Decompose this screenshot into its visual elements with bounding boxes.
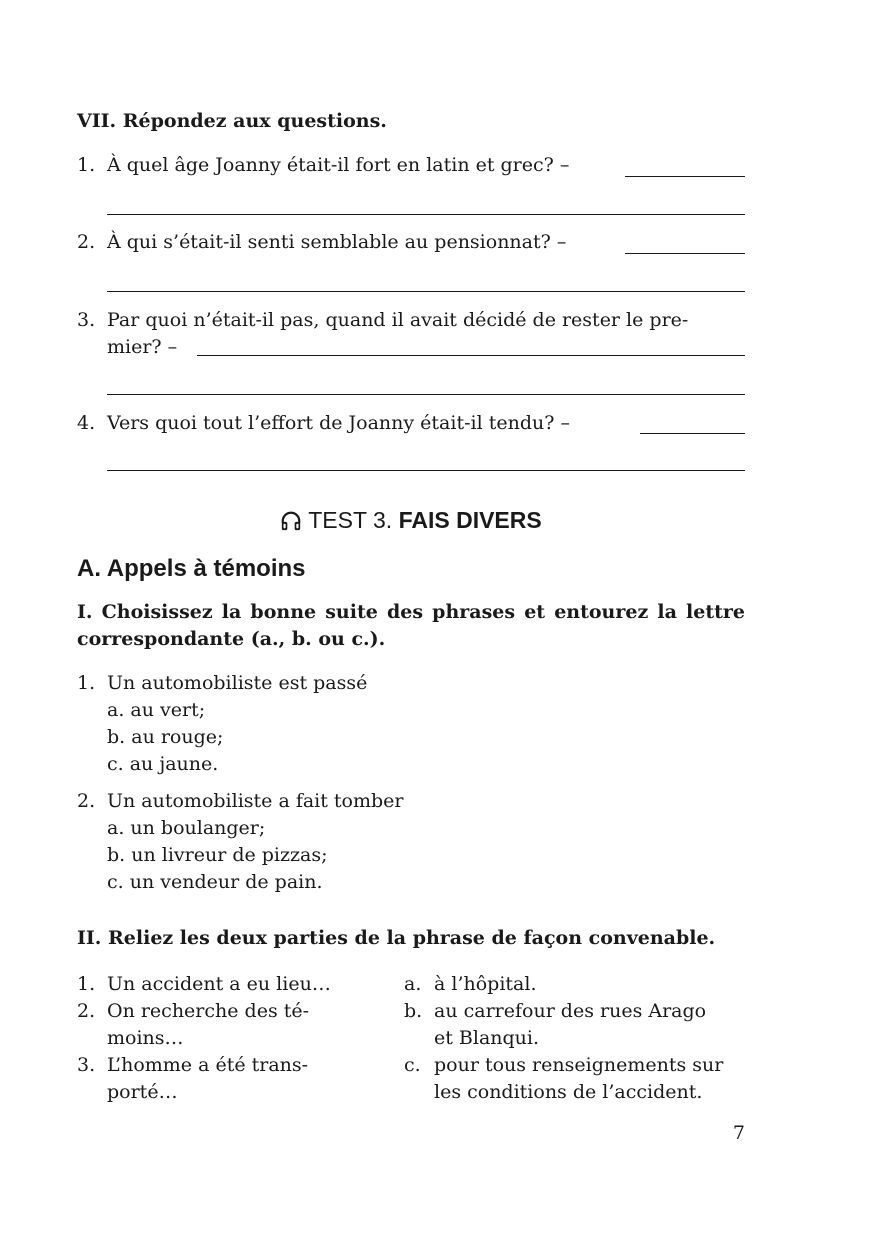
question-3-text-line1: Par quoi n’était-il pas, quand il avait décidé de rester le pre- <box>107 309 689 331</box>
exercise-ii-right-column <box>404 971 745 1106</box>
left-text: On recherche des té- <box>107 1000 310 1022</box>
answer-line[interactable] <box>107 291 745 292</box>
item-number: 2. <box>77 790 96 812</box>
option-c[interactable]: c. au jaune. <box>107 753 219 775</box>
left-number: 1. <box>77 973 96 995</box>
left-item-1[interactable] <box>77 971 352 998</box>
option-b[interactable]: b. un livreur de pizzas; <box>107 844 328 866</box>
answer-line[interactable] <box>107 394 745 395</box>
right-letter: b. <box>404 1000 423 1022</box>
right-text: au carrefour des rues Arago <box>434 1000 707 1022</box>
answer-line[interactable] <box>625 253 745 254</box>
option-a[interactable]: a. un boulanger; <box>107 817 266 839</box>
exercise-i-instruction: I. Choisissez la bonne suite des phrases et entourez la lettre correspondante (a., b. ou c.). <box>77 601 745 650</box>
right-item-b[interactable] <box>404 998 745 1052</box>
item-number: 1. <box>77 672 96 694</box>
question-text <box>107 152 745 179</box>
exercise-i-item-2 <box>77 788 745 896</box>
option-b[interactable]: b. au rouge; <box>107 726 224 748</box>
answer-line[interactable] <box>107 470 745 471</box>
answer-line[interactable] <box>640 433 745 434</box>
headphones-icon <box>280 510 302 538</box>
question-4-text: Vers quoi tout l’effort de Joanny était-il tendu? – <box>107 412 570 434</box>
question-2-text: À qui s’était-il senti semblable au pensionnat? – <box>107 231 567 253</box>
answer-line[interactable] <box>625 176 745 177</box>
item-stem <box>77 788 745 815</box>
section-vii-title: VII. Répondez aux questions. <box>77 110 387 132</box>
item-stem-text: Un automobiliste est passé <box>107 672 368 694</box>
test-prefix: TEST 3. <box>308 507 393 533</box>
left-number: 2. <box>77 1000 96 1022</box>
question-number: 3. <box>77 309 96 331</box>
part-a-title: A. Appels à témoins <box>77 555 306 582</box>
question-1-text: À quel âge Joanny était-il fort en latin et grec? – <box>107 154 570 176</box>
left-text: Un accident a eu lieu… <box>107 973 331 995</box>
right-text-cont: et Blanqui. <box>434 1027 540 1049</box>
left-item-3[interactable] <box>77 1052 352 1106</box>
left-text: L’homme a été trans- <box>107 1054 309 1076</box>
exercise-ii-left-column <box>77 971 352 1106</box>
answer-line[interactable] <box>107 214 745 215</box>
left-number: 3. <box>77 1054 96 1076</box>
option-c[interactable]: c. un vendeur de pain. <box>107 871 323 893</box>
right-item-c[interactable] <box>404 1052 745 1106</box>
right-letter: c. <box>404 1054 421 1076</box>
left-text-cont: porté… <box>107 1081 178 1103</box>
right-letter: a. <box>404 973 422 995</box>
exercise-ii-instruction: II. Reliez les deux parties de la phrase de façon convenable. <box>77 927 716 949</box>
right-text: à l’hôpital. <box>434 973 537 995</box>
exercise-i-item-1 <box>77 670 745 778</box>
answer-line[interactable] <box>197 355 745 356</box>
test-title <box>77 507 745 538</box>
left-item-2[interactable] <box>77 998 352 1052</box>
question-3-text-line2: mier? – <box>107 336 178 358</box>
question-number: 4. <box>77 412 96 434</box>
question-number: 2. <box>77 231 96 253</box>
right-text: pour tous renseignements sur <box>434 1054 724 1076</box>
option-a[interactable]: a. au vert; <box>107 699 206 721</box>
page-number: 7 <box>732 1122 745 1144</box>
test-name: FAIS DIVERS <box>398 507 542 533</box>
right-item-a[interactable] <box>404 971 745 998</box>
item-stem <box>77 670 745 697</box>
left-text-cont: moins… <box>107 1027 184 1049</box>
item-stem-text: Un automobiliste a fait tomber <box>107 790 404 812</box>
right-text-cont: les conditions de l’accident. <box>434 1081 703 1103</box>
question-number: 1. <box>77 154 96 176</box>
